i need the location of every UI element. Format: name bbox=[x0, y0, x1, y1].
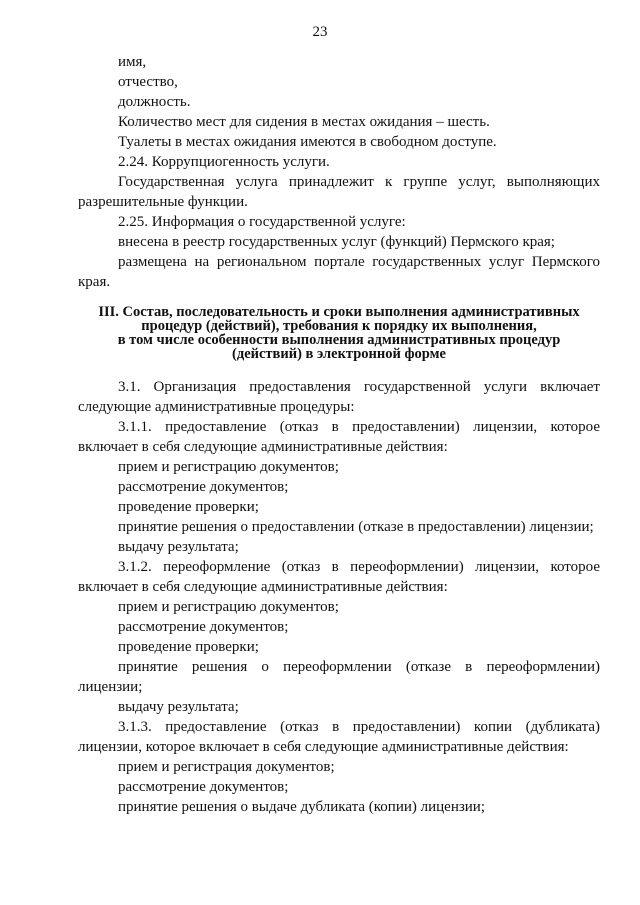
page-number: 23 bbox=[312, 24, 328, 40]
paragraph: Государственная услуга принадлежит к группе услуг, выполняющих разрешительные функции. bbox=[78, 174, 600, 210]
paragraph: имя, bbox=[118, 54, 147, 70]
heading-line: (действий) в электронной форме bbox=[232, 346, 446, 362]
section-2-end bbox=[78, 52, 600, 292]
paragraph: 3.1.3. предоставление (отказ в предоставлении) копии (дубликата) лицензии, которое включает в себя следующие административные действия: bbox=[78, 719, 600, 755]
heading-line: в том числе особенности выполнения административных процедур bbox=[117, 332, 561, 348]
paragraph: прием и регистрацию документов; bbox=[118, 599, 339, 615]
heading-line: процедур (действий), требования к порядку их выполнения, bbox=[141, 318, 537, 334]
paragraph: внесена в реестр государственных услуг (функций) Пермского края; bbox=[118, 234, 555, 250]
paragraph: принятие решения о переоформлении (отказе в переоформлении) лицензии; bbox=[78, 659, 600, 695]
paragraph: принятие решения о выдаче дубликата (копии) лицензии; bbox=[118, 799, 485, 815]
paragraph: 2.24. Коррупциогенность услуги. bbox=[118, 154, 330, 170]
paragraph: отчество, bbox=[118, 74, 178, 90]
paragraph: 2.25. Информация о государственной услуге: bbox=[118, 214, 406, 230]
paragraph: рассмотрение документов; bbox=[118, 779, 289, 795]
paragraph: размещена на региональном портале государственных услуг Пермского края. bbox=[78, 254, 600, 290]
paragraph: Туалеты в местах ожидания имеются в свободном доступе. bbox=[118, 134, 497, 150]
paragraph: проведение проверки; bbox=[118, 639, 259, 655]
paragraph: проведение проверки; bbox=[118, 499, 259, 515]
paragraph: прием и регистрация документов; bbox=[118, 759, 335, 775]
paragraph: Количество мест для сидения в местах ожидания – шесть. bbox=[118, 114, 490, 130]
heading-line: III. Состав, последовательность и сроки выполнения административных bbox=[98, 304, 580, 320]
paragraph: выдачу результата; bbox=[118, 539, 239, 555]
paragraph: выдачу результата; bbox=[118, 699, 239, 715]
paragraph: 3.1. Организация предоставления государственной услуги включает следующие административные процедуры: bbox=[78, 379, 600, 415]
paragraph: рассмотрение документов; bbox=[118, 619, 289, 635]
paragraph: прием и регистрацию документов; bbox=[118, 459, 339, 475]
paragraph: 3.1.1. предоставление (отказ в предоставлении) лицензии, которое включает в себя следующие административные действия: bbox=[78, 419, 600, 455]
paragraph: принятие решения о предоставлении (отказе в предоставлении) лицензии; bbox=[118, 519, 594, 535]
paragraph: 3.1.2. переоформление (отказ в переоформлении) лицензии, которое включает в себя следующие административные действия: bbox=[78, 559, 600, 595]
section-3-body bbox=[78, 377, 600, 817]
paragraph: должность. bbox=[118, 94, 191, 110]
paragraph: рассмотрение документов; bbox=[118, 479, 289, 495]
section-3-heading bbox=[78, 305, 600, 361]
